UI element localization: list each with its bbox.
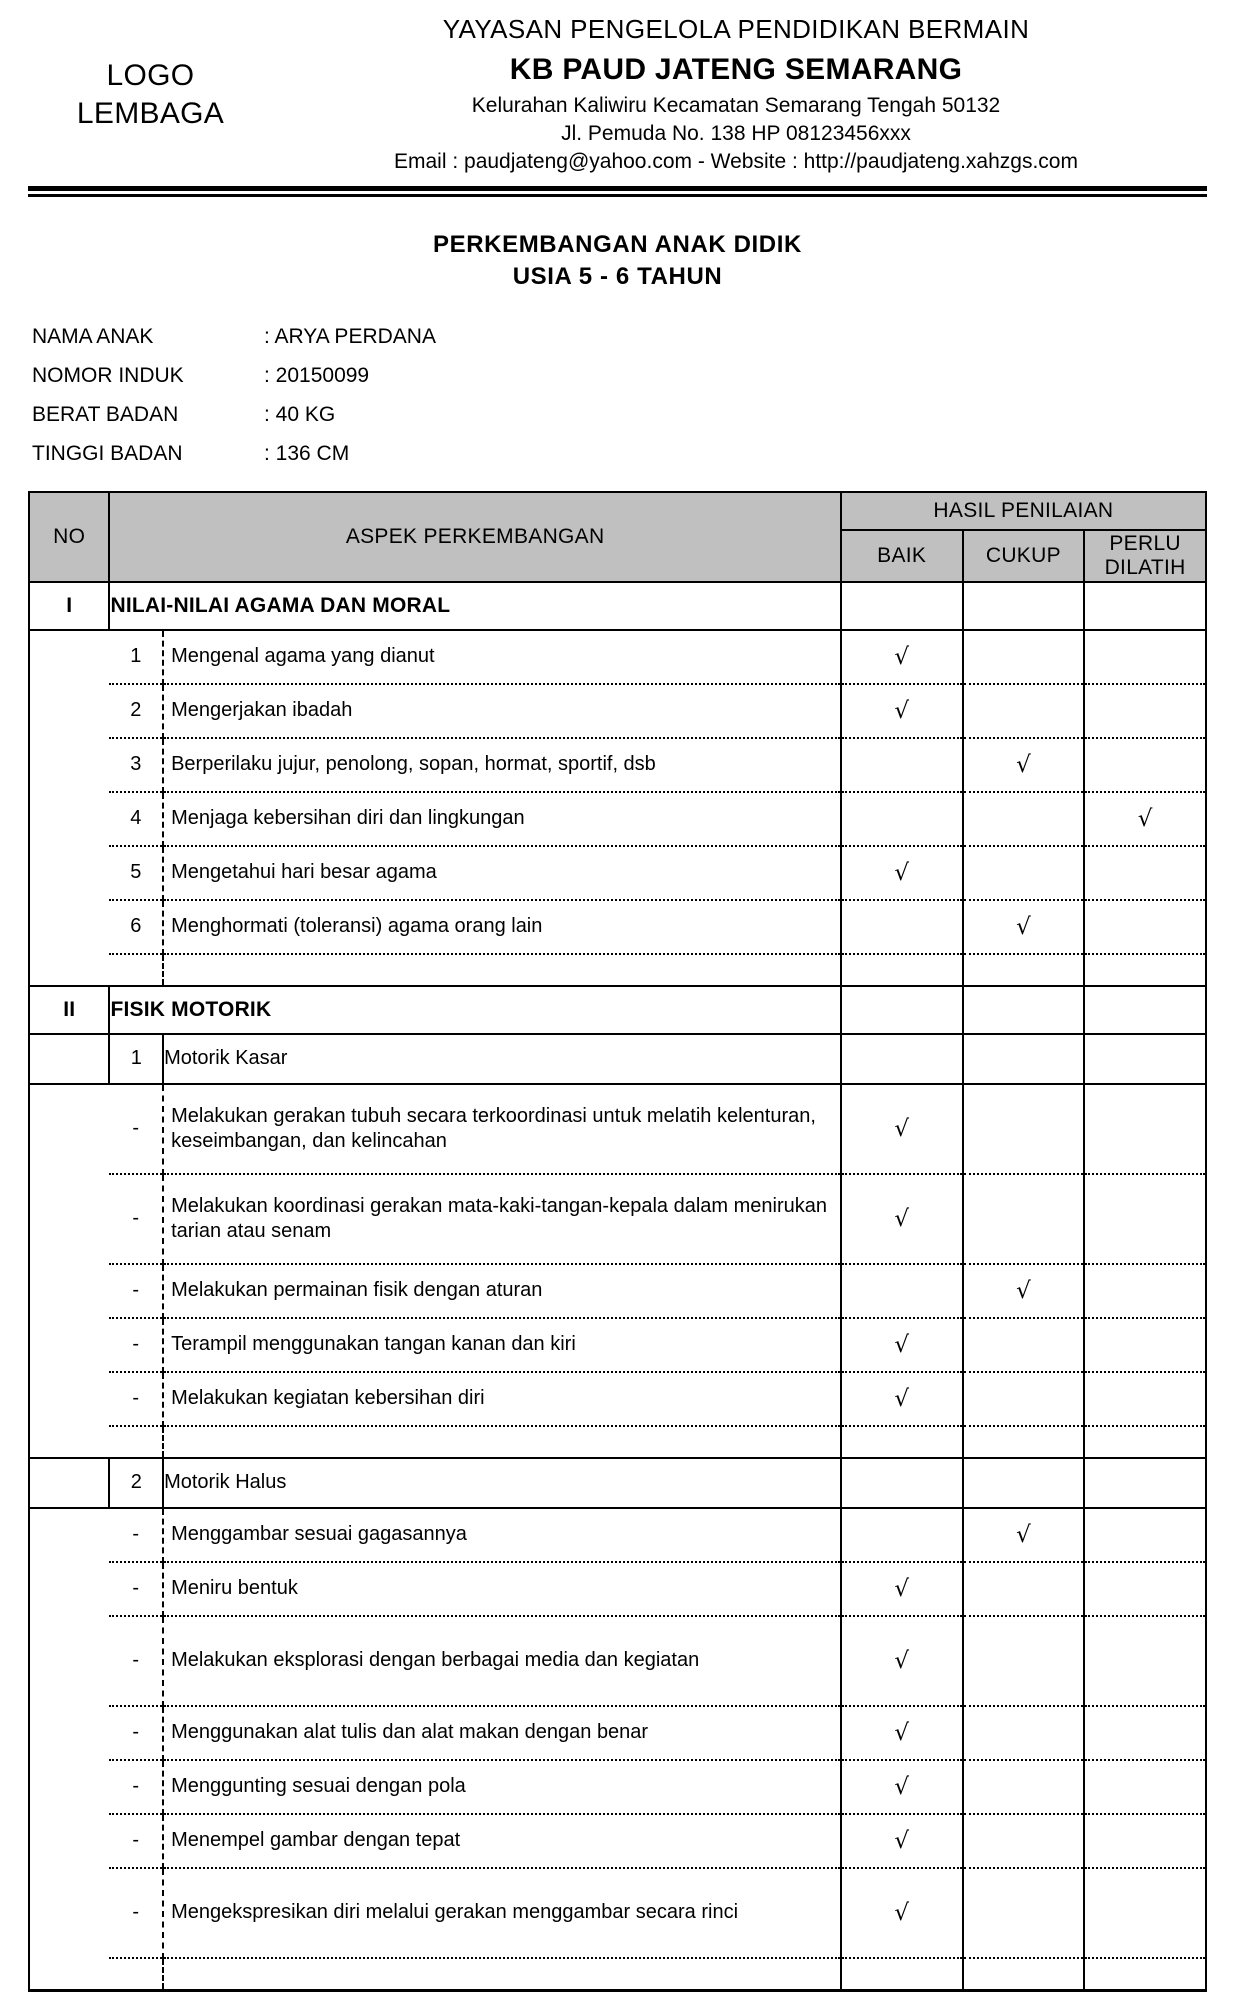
row-no-spacer [29, 684, 109, 738]
group-no-spacer [29, 1458, 109, 1508]
mark-cell-perlu-dilatih[interactable] [1084, 1318, 1206, 1372]
check-icon: √ [894, 1331, 909, 1358]
table-row [29, 1264, 1206, 1318]
mark-cell-baik[interactable] [841, 1508, 963, 1562]
table-spacer-row [29, 1958, 1206, 1991]
table-row [29, 1372, 1206, 1426]
mark-cell-baik[interactable] [841, 1372, 963, 1426]
table-spacer-row [29, 1426, 1206, 1458]
mark-cell-baik[interactable] [841, 1174, 963, 1264]
check-icon: √ [1016, 751, 1031, 778]
item-number: - [109, 1264, 163, 1318]
group-heading-row [29, 1034, 1206, 1084]
assessment-table [28, 491, 1207, 1992]
mark-cell-perlu-dilatih[interactable] [1084, 1760, 1206, 1814]
check-icon: √ [1016, 913, 1031, 940]
row-no-spacer [29, 1814, 109, 1868]
organization-block [273, 14, 1207, 176]
mark-cell-perlu-dilatih[interactable] [1084, 630, 1206, 684]
mark-cell-perlu-dilatih[interactable] [1084, 738, 1206, 792]
mark-cell-cukup[interactable] [963, 1372, 1085, 1426]
mark-cell-perlu-dilatih[interactable] [1084, 1616, 1206, 1706]
foundation-name: YAYASAN PENGELOLA PENDIDIKAN BERMAIN [442, 14, 1030, 44]
row-no-spacer [29, 1264, 109, 1318]
mark-cell-cukup[interactable] [963, 1174, 1085, 1264]
item-number: - [109, 1814, 163, 1868]
letterhead-divider [28, 186, 1207, 197]
school-address: Kelurahan Kaliwiru Kecamatan Semarang Tengah 50132 [471, 93, 1001, 117]
mark-cell-perlu-dilatih[interactable] [1084, 1084, 1206, 1174]
row-no-spacer [29, 1616, 109, 1706]
group-mark-cukup [963, 1034, 1085, 1084]
item-label: Melakukan eksplorasi dengan berbagai media dan kegiatan [163, 1616, 841, 1706]
logo-line-1: LOGO [106, 58, 195, 92]
header-cukup: CUKUP [963, 530, 1085, 582]
row-no-spacer [29, 630, 109, 684]
mark-cell-cukup[interactable] [963, 1814, 1085, 1868]
mark-cell-baik[interactable] [841, 900, 963, 954]
table-row [29, 1174, 1206, 1264]
section-mark-cukup [963, 582, 1085, 630]
group-mark-baik [841, 1034, 963, 1084]
page-subtitle: USIA 5 - 6 TAHUN [512, 262, 723, 290]
row-no-spacer [29, 738, 109, 792]
item-number: - [109, 1372, 163, 1426]
mark-cell-baik[interactable] [841, 1562, 963, 1616]
mark-cell-perlu-dilatih[interactable] [1084, 1508, 1206, 1562]
mark-cell-perlu-dilatih[interactable] [1084, 1372, 1206, 1426]
table-row [29, 1616, 1206, 1706]
item-number: 4 [109, 792, 163, 846]
table-row [29, 846, 1206, 900]
item-label: Menggunakan alat tulis dan alat makan dengan benar [163, 1706, 841, 1760]
item-label: Berperilaku jujur, penolong, sopan, hormat, sportif, dsb [163, 738, 841, 792]
group-heading-row [29, 1458, 1206, 1508]
info-label: NOMOR INDUK [32, 363, 184, 387]
mark-cell-baik[interactable] [841, 630, 963, 684]
section-title: FISIK MOTORIK [109, 986, 840, 1034]
section-mark-perlu [1084, 582, 1206, 630]
item-label: Melakukan kegiatan kebersihan diri [163, 1372, 841, 1426]
info-row [32, 434, 1207, 473]
check-icon: √ [894, 1385, 909, 1412]
check-icon: √ [894, 1575, 909, 1602]
mark-cell-cukup[interactable] [963, 738, 1085, 792]
info-value: : 136 CM [264, 441, 350, 465]
info-value: : 40 KG [264, 402, 336, 426]
check-icon: √ [1016, 1277, 1031, 1304]
group-number: 1 [109, 1034, 163, 1084]
mark-cell-baik[interactable] [841, 1264, 963, 1318]
group-mark-perlu [1084, 1034, 1206, 1084]
group-mark-cukup [963, 1458, 1085, 1508]
row-no-spacer [29, 1174, 109, 1264]
section-mark-baik [841, 582, 963, 630]
school-name: KB PAUD JATENG SEMARANG [509, 53, 963, 87]
check-icon: √ [894, 643, 909, 670]
logo-placeholder [28, 57, 273, 134]
check-icon: √ [894, 859, 909, 886]
table-row [29, 1318, 1206, 1372]
mark-cell-perlu-dilatih[interactable] [1084, 1868, 1206, 1958]
table-header [29, 492, 1206, 582]
logo-line-2: LEMBAGA [76, 97, 225, 131]
mark-cell-perlu-dilatih[interactable] [1084, 1174, 1206, 1264]
item-number: - [109, 1760, 163, 1814]
table-row [29, 1084, 1206, 1174]
section-heading-row [29, 986, 1206, 1034]
check-icon: √ [894, 1115, 909, 1142]
section-numeral: II [29, 986, 109, 1034]
item-label: Menghormati (toleransi) agama orang lain [163, 900, 841, 954]
header-aspect: ASPEK PERKEMBANGAN [109, 492, 840, 582]
mark-cell-cukup[interactable] [963, 846, 1085, 900]
table-spacer-row [29, 954, 1206, 986]
info-row [32, 317, 1207, 356]
mark-cell-baik[interactable] [841, 1084, 963, 1174]
mark-cell-cukup[interactable] [963, 1616, 1085, 1706]
item-label: Menjaga kebersihan diri dan lingkungan [163, 792, 841, 846]
table-row [29, 1868, 1206, 1958]
mark-cell-cukup[interactable] [963, 1760, 1085, 1814]
item-number: - [109, 1508, 163, 1562]
row-no-spacer [29, 846, 109, 900]
item-number: 5 [109, 846, 163, 900]
mark-cell-perlu-dilatih[interactable] [1084, 846, 1206, 900]
row-no-spacer [29, 1318, 109, 1372]
table-row [29, 1508, 1206, 1562]
mark-cell-baik[interactable] [841, 1318, 963, 1372]
item-label: Meniru bentuk [163, 1562, 841, 1616]
section-heading-row [29, 582, 1206, 630]
mark-cell-cukup[interactable] [963, 792, 1085, 846]
item-number: - [109, 1084, 163, 1174]
mark-cell-baik[interactable] [841, 1868, 963, 1958]
section-mark-cukup [963, 986, 1085, 1034]
mark-cell-baik[interactable] [841, 1616, 963, 1706]
table-row [29, 900, 1206, 954]
header-no: NO [29, 492, 109, 582]
mark-cell-perlu-dilatih[interactable] [1084, 792, 1206, 846]
item-label: Mengenal agama yang dianut [163, 630, 841, 684]
mark-cell-baik[interactable] [841, 792, 963, 846]
group-title: Motorik Halus [163, 1458, 841, 1508]
mark-cell-baik[interactable] [841, 738, 963, 792]
header-result-group: HASIL PENILAIAN [841, 492, 1206, 530]
table-row [29, 684, 1206, 738]
mark-cell-perlu-dilatih[interactable] [1084, 684, 1206, 738]
check-icon: √ [894, 1647, 909, 1674]
check-icon: √ [894, 1899, 909, 1926]
student-info [32, 317, 1207, 473]
table-row [29, 1562, 1206, 1616]
row-no-spacer [29, 1706, 109, 1760]
check-icon: √ [894, 1773, 909, 1800]
row-no-spacer [29, 792, 109, 846]
table-row [29, 1814, 1206, 1868]
section-mark-baik [841, 986, 963, 1034]
group-no-spacer [29, 1034, 109, 1084]
item-number: - [109, 1562, 163, 1616]
letterhead [28, 0, 1207, 176]
table-body [29, 582, 1206, 1991]
section-title: NILAI-NILAI AGAMA DAN MORAL [109, 582, 840, 630]
item-label: Melakukan gerakan tubuh secara terkoordinasi untuk melatih kelenturan, keseimbangan, dan kelincahan [163, 1084, 841, 1174]
info-label: NAMA ANAK [32, 324, 154, 348]
item-label: Menempel gambar dengan tepat [163, 1814, 841, 1868]
item-label: Melakukan permainan fisik dengan aturan [163, 1264, 841, 1318]
item-label: Mengetahui hari besar agama [163, 846, 841, 900]
info-value: : ARYA PERDANA [264, 324, 436, 348]
item-number: 6 [109, 900, 163, 954]
item-number: - [109, 1706, 163, 1760]
item-number: - [109, 1318, 163, 1372]
row-no-spacer [29, 1084, 109, 1174]
check-icon: √ [894, 1205, 909, 1232]
row-no-spacer [29, 1372, 109, 1426]
row-no-spacer [29, 1508, 109, 1562]
item-number: - [109, 1868, 163, 1958]
item-number: 3 [109, 738, 163, 792]
row-no-spacer [29, 1562, 109, 1616]
table-row [29, 1706, 1206, 1760]
check-icon: √ [1016, 1521, 1031, 1548]
check-icon: √ [894, 1719, 909, 1746]
group-mark-perlu [1084, 1458, 1206, 1508]
check-icon: √ [1137, 805, 1153, 832]
group-number: 2 [109, 1458, 163, 1508]
item-number: - [109, 1616, 163, 1706]
table-row [29, 738, 1206, 792]
info-label: TINGGI BADAN [32, 441, 183, 465]
item-number: - [109, 1174, 163, 1264]
info-row [32, 356, 1207, 395]
mark-cell-baik[interactable] [841, 684, 963, 738]
info-label: BERAT BADAN [32, 402, 179, 426]
header-perlu-dilatih: PERLU DILATIH [1084, 530, 1206, 582]
mark-cell-cukup[interactable] [963, 1084, 1085, 1174]
school-street: Jl. Pemuda No. 138 HP 08123456xxx [561, 121, 911, 145]
item-label: Melakukan koordinasi gerakan mata-kaki-tangan-kepala dalam menirukan tarian atau senam [163, 1174, 841, 1264]
table-row [29, 792, 1206, 846]
table-row [29, 630, 1206, 684]
mark-cell-perlu-dilatih[interactable] [1084, 900, 1206, 954]
row-no-spacer [29, 1868, 109, 1958]
mark-cell-cukup[interactable] [963, 1318, 1085, 1372]
info-value: : 20150099 [264, 363, 370, 387]
item-label: Menggambar sesuai gagasannya [163, 1508, 841, 1562]
item-number: 1 [109, 630, 163, 684]
item-label: Mengekspresikan diri melalui gerakan menggambar secara rinci [163, 1868, 841, 1958]
mark-cell-baik[interactable] [841, 846, 963, 900]
check-icon: √ [894, 1827, 909, 1854]
item-number: 2 [109, 684, 163, 738]
item-label: Menggunting sesuai dengan pola [163, 1760, 841, 1814]
mark-cell-cukup[interactable] [963, 630, 1085, 684]
mark-cell-cukup[interactable] [963, 1264, 1085, 1318]
row-no-spacer [29, 1760, 109, 1814]
mark-cell-cukup[interactable] [963, 900, 1085, 954]
school-contact: Email : paudjateng@yahoo.com - Website : http://paudjateng.xahzgs.com [394, 150, 1078, 174]
mark-cell-cukup[interactable] [963, 684, 1085, 738]
check-icon: √ [894, 697, 909, 724]
group-title: Motorik Kasar [163, 1034, 841, 1084]
mark-cell-perlu-dilatih[interactable] [1084, 1264, 1206, 1318]
mark-cell-cukup[interactable] [963, 1562, 1085, 1616]
mark-cell-cukup[interactable] [963, 1508, 1085, 1562]
mark-cell-baik[interactable] [841, 1706, 963, 1760]
info-row [32, 395, 1207, 434]
mark-cell-baik[interactable] [841, 1814, 963, 1868]
section-mark-perlu [1084, 986, 1206, 1034]
mark-cell-cukup[interactable] [963, 1706, 1085, 1760]
item-label: Mengerjakan ibadah [163, 684, 841, 738]
group-mark-baik [841, 1458, 963, 1508]
mark-cell-cukup[interactable] [963, 1868, 1085, 1958]
header-baik: BAIK [841, 530, 963, 582]
section-numeral: I [29, 582, 109, 630]
mark-cell-perlu-dilatih[interactable] [1084, 1562, 1206, 1616]
row-no-spacer [29, 900, 109, 954]
mark-cell-perlu-dilatih[interactable] [1084, 1814, 1206, 1868]
page-title: PERKEMBANGAN ANAK DIDIK [433, 231, 802, 259]
item-label: Terampil menggunakan tangan kanan dan kiri [163, 1318, 841, 1372]
table-row [29, 1760, 1206, 1814]
mark-cell-perlu-dilatih[interactable] [1084, 1706, 1206, 1760]
mark-cell-baik[interactable] [841, 1760, 963, 1814]
